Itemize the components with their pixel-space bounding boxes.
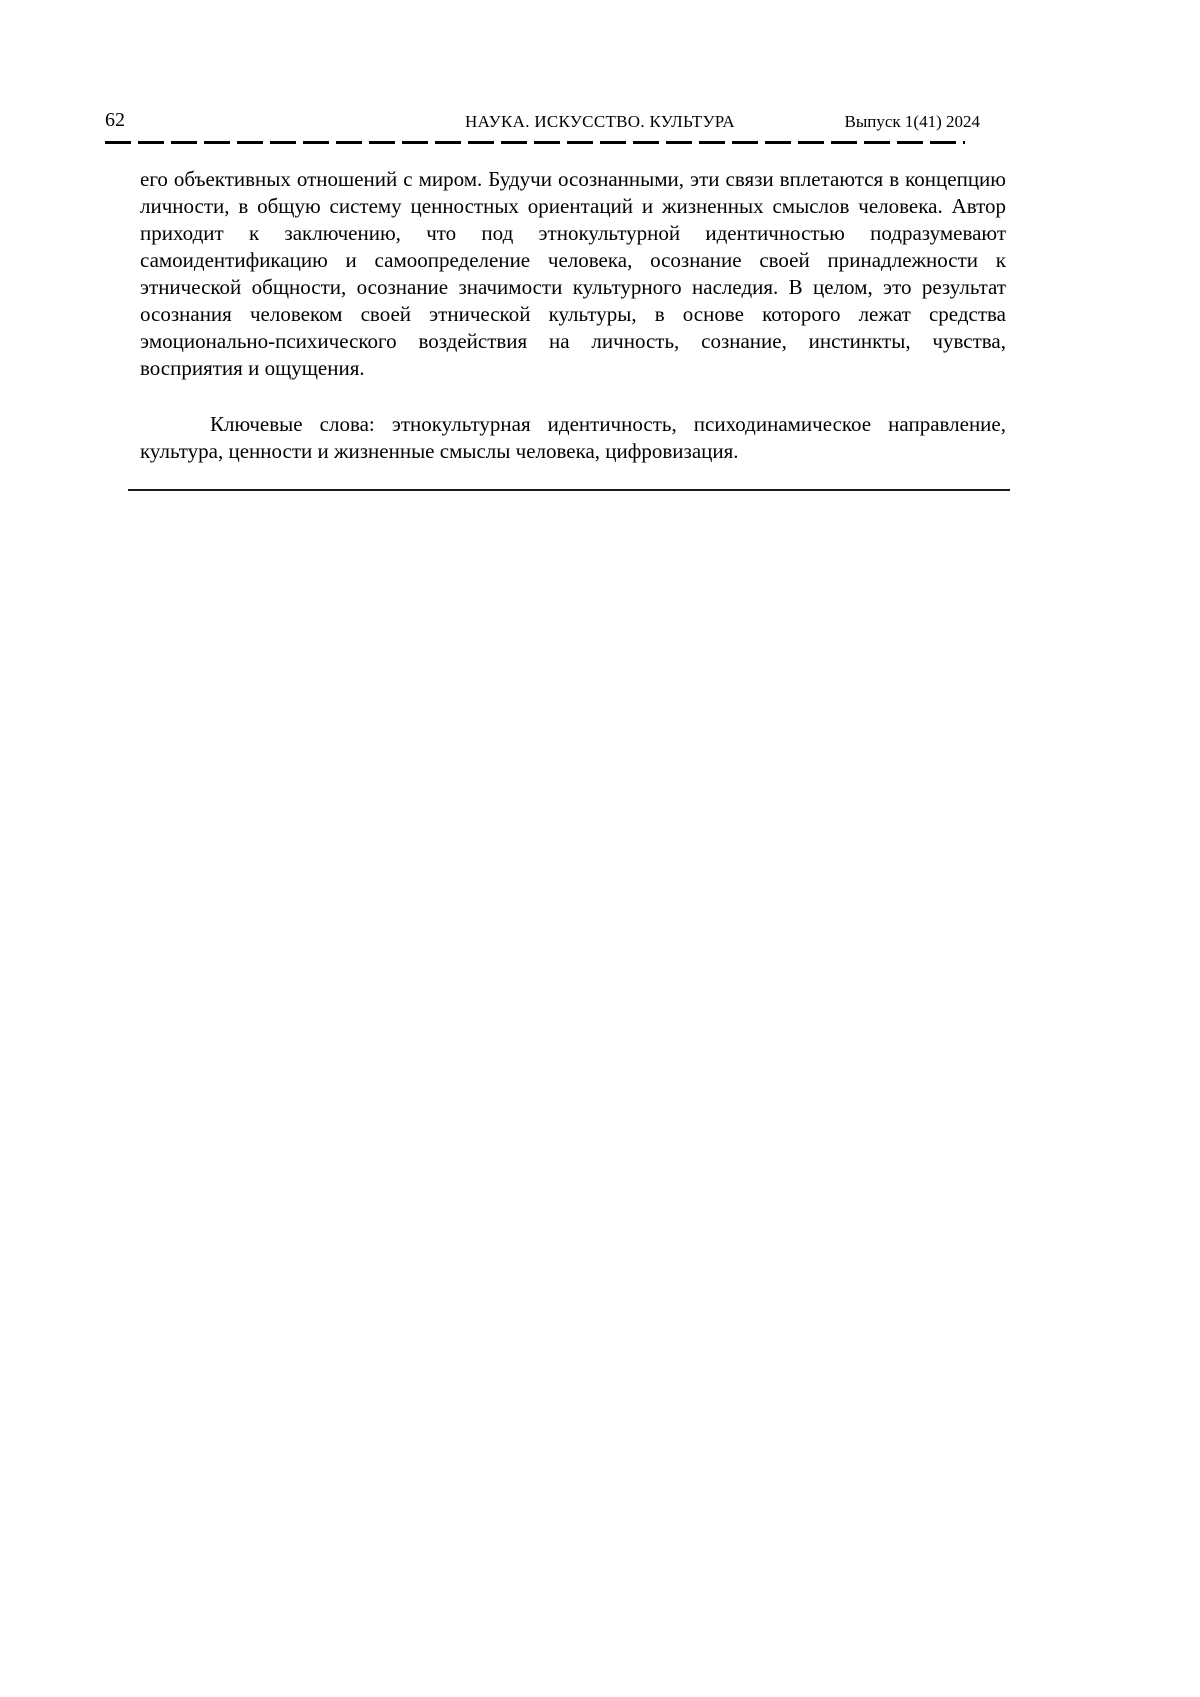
keywords-paragraph: Ключевые слова: этнокультурная идентичность, психодинамическое направление, культура, ценности и жизненные смыслы человека, цифровизация. xyxy=(140,412,1006,463)
header-divider xyxy=(105,141,965,144)
article-abstract-block xyxy=(140,166,1006,491)
journal-title: НАУКА. ИСКУССТВО. КУЛЬТУРА xyxy=(465,112,735,131)
issue-info: Выпуск 1(41) 2024 xyxy=(844,112,980,131)
section-divider xyxy=(128,489,1010,491)
page-number: 62 xyxy=(105,109,125,131)
abstract-paragraph: его объективных отношений с миром. Будучи осознанными, эти связи вплетаются в концепцию личности, в общую систему ценностных ориентаций и жизненных смыслов человека. Автор приходит к заключению, что под этнокультурной идентичностью подразумевают самоидентификацию и самоопределение человека, осознание своей принадлежности к этнической общности, осознание значимости культурного наследия. В целом, это результат осознания человеком своей этнической культуры, в основе которого лежат средства эмоционально-психического воздействия на личность, сознание, инстинкты, чувства, восприятия и ощущения. xyxy=(140,167,1006,380)
running-header xyxy=(105,108,980,134)
